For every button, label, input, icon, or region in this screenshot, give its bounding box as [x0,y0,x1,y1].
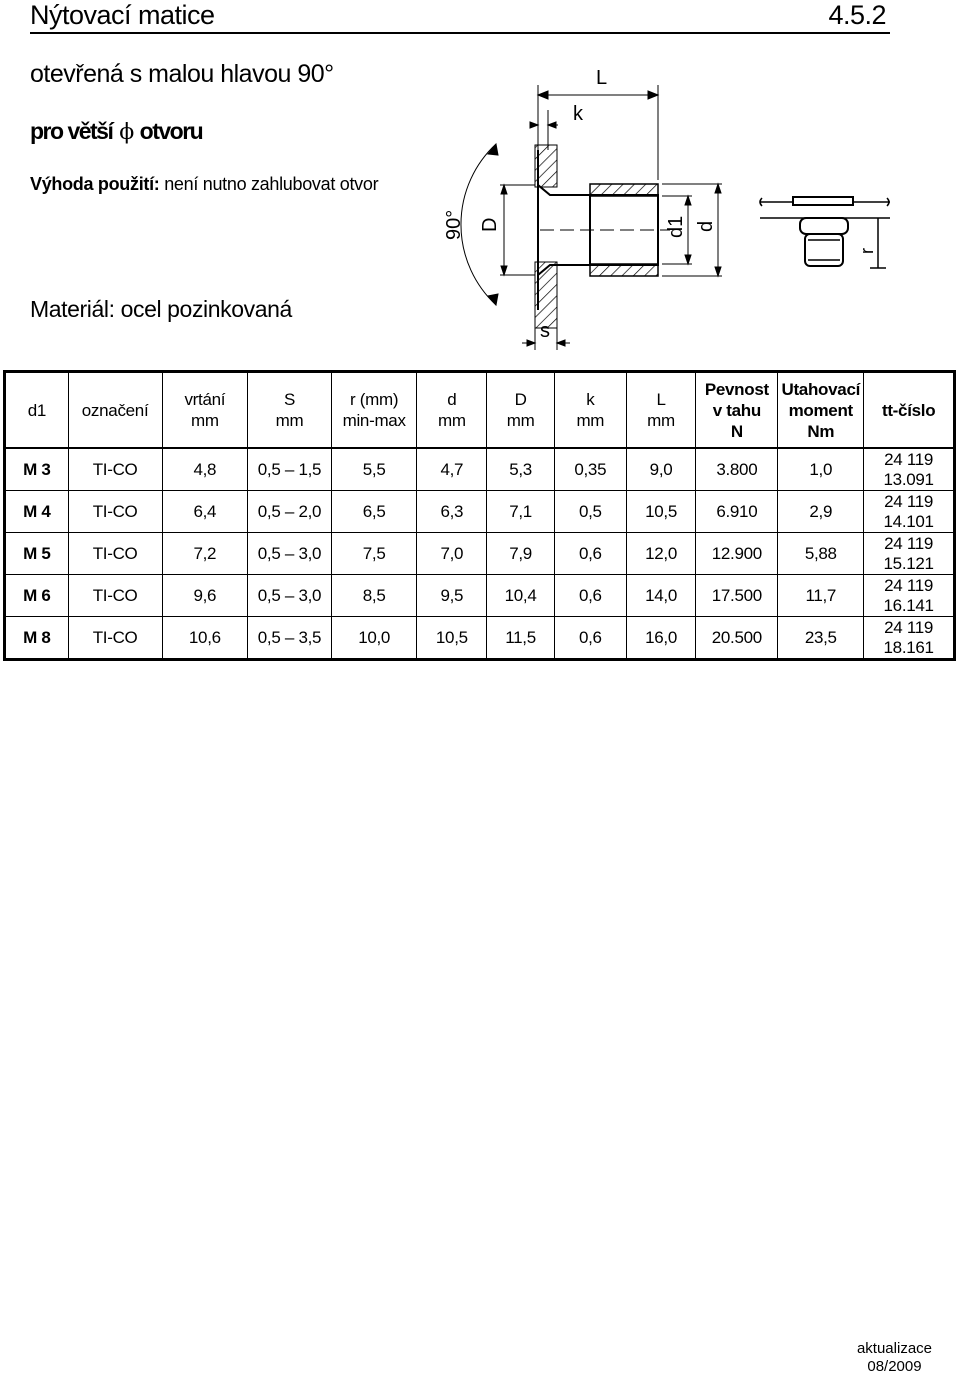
column-header-line: tt-číslo [881,400,936,420]
subtitle-hole-after: otvoru [139,118,203,144]
phi-symbol: ϕ [119,120,133,145]
table-cell: 0,6 [554,533,626,575]
table-cell: 8,5 [331,575,417,617]
footer-update-label: aktualizace [856,1340,932,1357]
column-header-line: min-max [342,411,406,430]
table-cell: TI-CO [68,491,162,533]
table-cell: 0,5 – 2,0 [248,491,332,533]
title-bar [30,0,890,34]
dimension-k [530,110,558,150]
table-cell: 5,88 [778,533,864,575]
table-header-row [5,372,955,449]
table-cell: M 4 [5,491,69,533]
table-row [5,448,955,491]
column-header-line: d1 [27,400,46,420]
table-cell: TI-CO [68,448,162,491]
column-header-line: D [514,390,527,409]
column-header [162,372,248,449]
footer [857,1340,932,1376]
column-header-line: d [447,390,457,409]
table-cell: 1,0 [778,448,864,491]
subtitle: otevřená s malou hlavou 90° [30,60,334,88]
subtitle-hole [30,118,202,145]
rivet-nut-diagram [430,60,910,360]
table-row [5,617,955,660]
label-d: d [695,220,717,232]
label-r: r [857,248,877,254]
table-cell: 10,5 [626,491,696,533]
table-cell: 7,0 [417,533,487,575]
advantage-line [30,174,378,195]
table-cell: TI-CO [68,575,162,617]
table-cell: 7,9 [487,533,555,575]
table-cell: 0,6 [554,575,626,617]
column-header-line: k [586,390,595,409]
column-header-line: označení [81,400,149,420]
table-cell: 10,6 [162,617,248,660]
table-cell: 0,5 – 3,5 [248,617,332,660]
label-k: k [573,103,583,125]
column-header [554,372,626,449]
table-cell: 23,5 [778,617,864,660]
column-header-line: mm [576,411,605,430]
column-header-line: L [656,390,666,409]
table-body [5,448,955,660]
material-line: Materiál: ocel pozinkovaná [30,296,292,322]
column-header-line: r (mm) [350,390,399,409]
table-cell: 4,7 [417,448,487,491]
table-cell: M 5 [5,533,69,575]
column-header-line: moment [788,400,853,420]
table-cell: 10,0 [331,617,417,660]
label-L: L [596,67,608,89]
column-header [487,372,555,449]
column-header-line: mm [275,411,304,430]
table-cell: 0,5 – 3,0 [248,575,332,617]
page-title: Nýtovací matice [30,0,215,30]
table-cell: 0,5 – 1,5 [248,448,332,491]
column-header [696,372,778,449]
table-cell: 12,0 [626,533,696,575]
table-row [5,491,955,533]
table-cell: 5,5 [331,448,417,491]
table-cell: 0,5 [554,491,626,533]
table-cell: 20.500 [696,617,778,660]
column-header-line: mm [506,411,535,430]
column-header-line: mm [647,411,675,430]
label-angle: 90° [443,209,465,240]
table-cell: 11,5 [487,617,555,660]
advantage-text: není nutno zahlubovat otvor [164,174,379,194]
column-header [331,372,417,449]
table-cell: 9,5 [417,575,487,617]
column-header [417,372,487,449]
table-cell: 24 119 15.121 [864,533,955,575]
table-cell: 12.900 [696,533,778,575]
table-cell: 7,5 [331,533,417,575]
table-cell: 24 119 14.101 [864,491,955,533]
table-cell: 0,5 – 3,0 [248,533,332,575]
label-D: D [479,217,501,232]
table-cell: 24 119 13.091 [864,448,955,491]
subtitle-hole-before: pro větší [30,118,113,144]
rivet-nut-body [538,150,670,310]
column-header [778,372,864,449]
table-cell: 6,3 [417,491,487,533]
installed-rivet-nut [760,197,890,268]
column-header-line: N [730,421,743,441]
footer-update-date: 08/2009 [867,1358,922,1375]
table-cell: 24 119 16.141 [864,575,955,617]
table-cell: 16,0 [626,617,696,660]
column-header-line: mm [437,411,466,430]
table-cell: 6,5 [331,491,417,533]
label-s: s [540,320,550,342]
table-cell: TI-CO [68,617,162,660]
table-cell: TI-CO [68,533,162,575]
advantage-label: Výhoda použití: [30,174,160,194]
table-cell: M 6 [5,575,69,617]
table-cell: 0,6 [554,617,626,660]
column-header-line: S [283,390,296,409]
column-header [626,372,696,449]
table-cell: 11,7 [778,575,864,617]
table-cell: 10,5 [417,617,487,660]
table-cell: 14,0 [626,575,696,617]
table-row [5,575,955,617]
column-header [864,372,955,449]
column-header [248,372,332,449]
table-cell: M 8 [5,617,69,660]
column-header-line: vrtání [184,390,226,409]
column-header [5,372,69,449]
table-cell: 9,6 [162,575,248,617]
table-cell: 17.500 [696,575,778,617]
section-number: 4.5.2 [828,0,886,30]
column-header-line: mm [190,411,219,430]
table-cell: 2,9 [778,491,864,533]
column-header-line: Utahovací [781,379,861,399]
table-cell: 5,3 [487,448,555,491]
column-header-line: Nm [807,421,835,441]
column-header-line: v tahu [712,400,761,420]
table-cell: 7,1 [487,491,555,533]
table-cell: 0,35 [554,448,626,491]
spec-table [3,370,956,661]
table-cell: 6,4 [162,491,248,533]
column-header-line: Pevnost [704,379,769,399]
label-d1: d1 [665,215,687,238]
table-cell: 3.800 [696,448,778,491]
table-row [5,533,955,575]
table-cell: 10,4 [487,575,555,617]
dimension-D [500,185,535,275]
table-cell: 9,0 [626,448,696,491]
table-cell: M 3 [5,448,69,491]
table-cell: 24 119 18.161 [883,617,934,657]
column-header [68,372,162,449]
table-cell: 6.910 [696,491,778,533]
table-cell: 7,2 [162,533,248,575]
table-cell: 4,8 [162,448,248,491]
